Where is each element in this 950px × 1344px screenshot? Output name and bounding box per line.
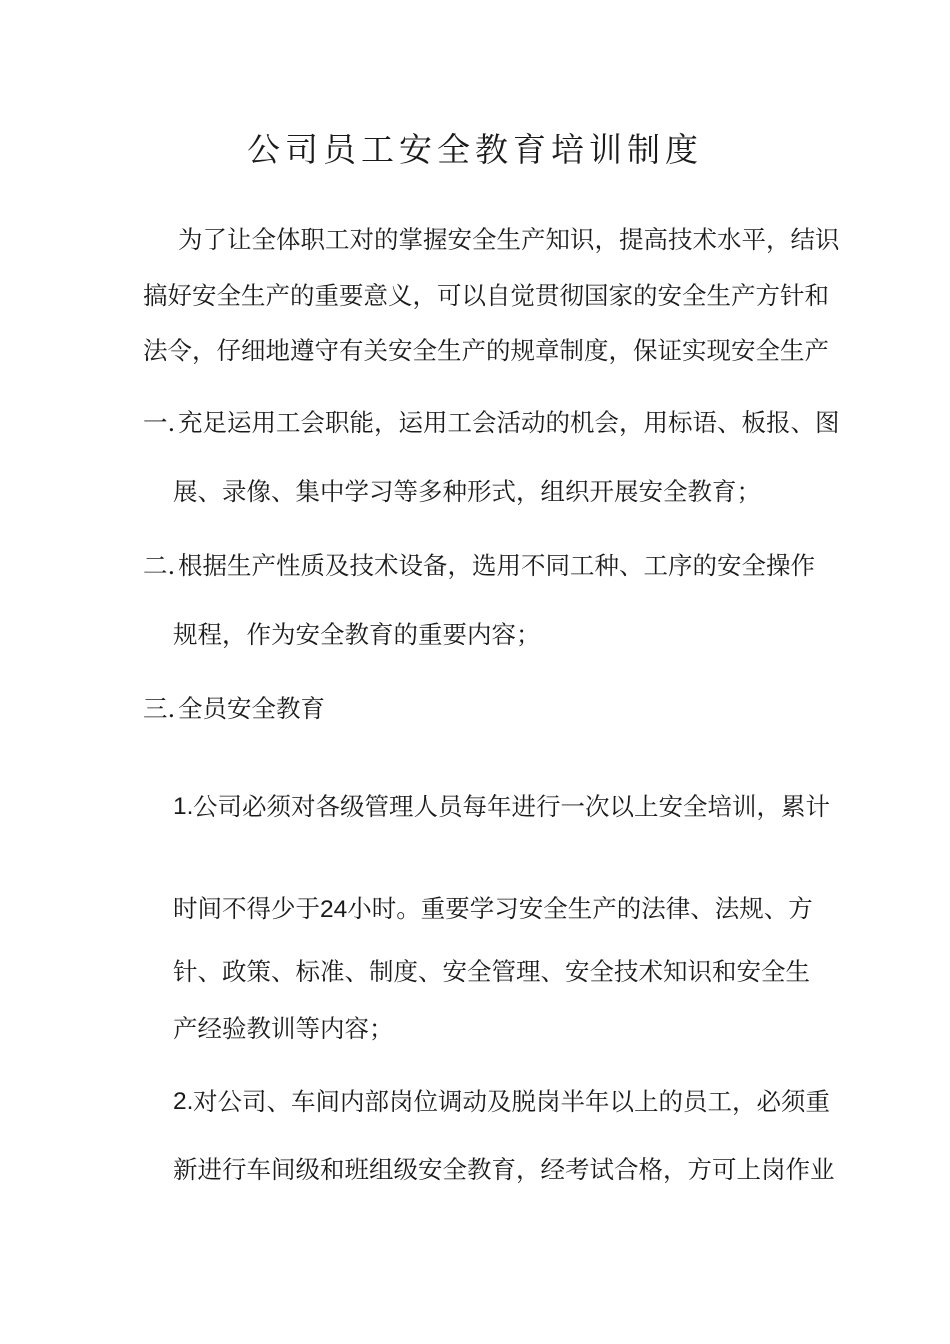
item-1-line-2-after: 小时。重要学习安全生产的法律、法规、方: [347, 894, 813, 923]
item-1-line-2: [173, 889, 813, 930]
item-1-marker: 1.: [173, 793, 194, 820]
item-2-marker: 2.: [173, 1088, 194, 1115]
intro-line-3: 法令，仔细地遵守有关安全生产的规章制度，保证实现安全生产: [143, 336, 829, 365]
item-1-line-4: 产经验教训等内容；: [173, 1014, 394, 1043]
item-1-hours-number: 24: [320, 896, 348, 923]
item-2-line-2: 新进行车间级和班组级安全教育，经考试合格，方可上岗作业: [173, 1155, 835, 1184]
section-2-marker: 二.: [143, 551, 176, 580]
section-2-line-2: 规程，作为安全教育的重要内容；: [173, 620, 541, 649]
section-1-line-1: 充足运用工会职能，运用工会活动的机会，用标语、板报、图: [178, 408, 840, 437]
item-1-line-1: 公司必须对各级管理人员每年进行一次以上安全培训，累计: [193, 792, 830, 821]
document-title: 公司员工安全教育培训制度: [247, 130, 703, 169]
item-2-line-1: 对公司、车间内部岗位调动及脱岗半年以上的员工，必须重: [193, 1087, 830, 1116]
section-1-marker: 一.: [143, 408, 176, 437]
section-1-line-2: 展、录像、集中学习等多种形式，组织开展安全教育；: [173, 477, 761, 506]
item-1-line-2-before: 时间不得少于: [173, 894, 320, 923]
intro-line-1: 为了让全体职工对的掌握安全生产知识，提高技术水平，结识: [178, 225, 840, 254]
item-1-line-3: 针、政策、标准、制度、安全管理、安全技术知识和安全生: [173, 957, 810, 986]
section-2-line-1: 根据生产性质及技术设备，选用不同工种、工序的安全操作: [178, 551, 815, 580]
intro-line-2: 搞好安全生产的重要意义，可以自觉贯彻国家的安全生产方针和: [143, 281, 829, 310]
section-3-marker: 三.: [143, 694, 176, 723]
section-3-heading: 全员安全教育: [178, 694, 325, 723]
